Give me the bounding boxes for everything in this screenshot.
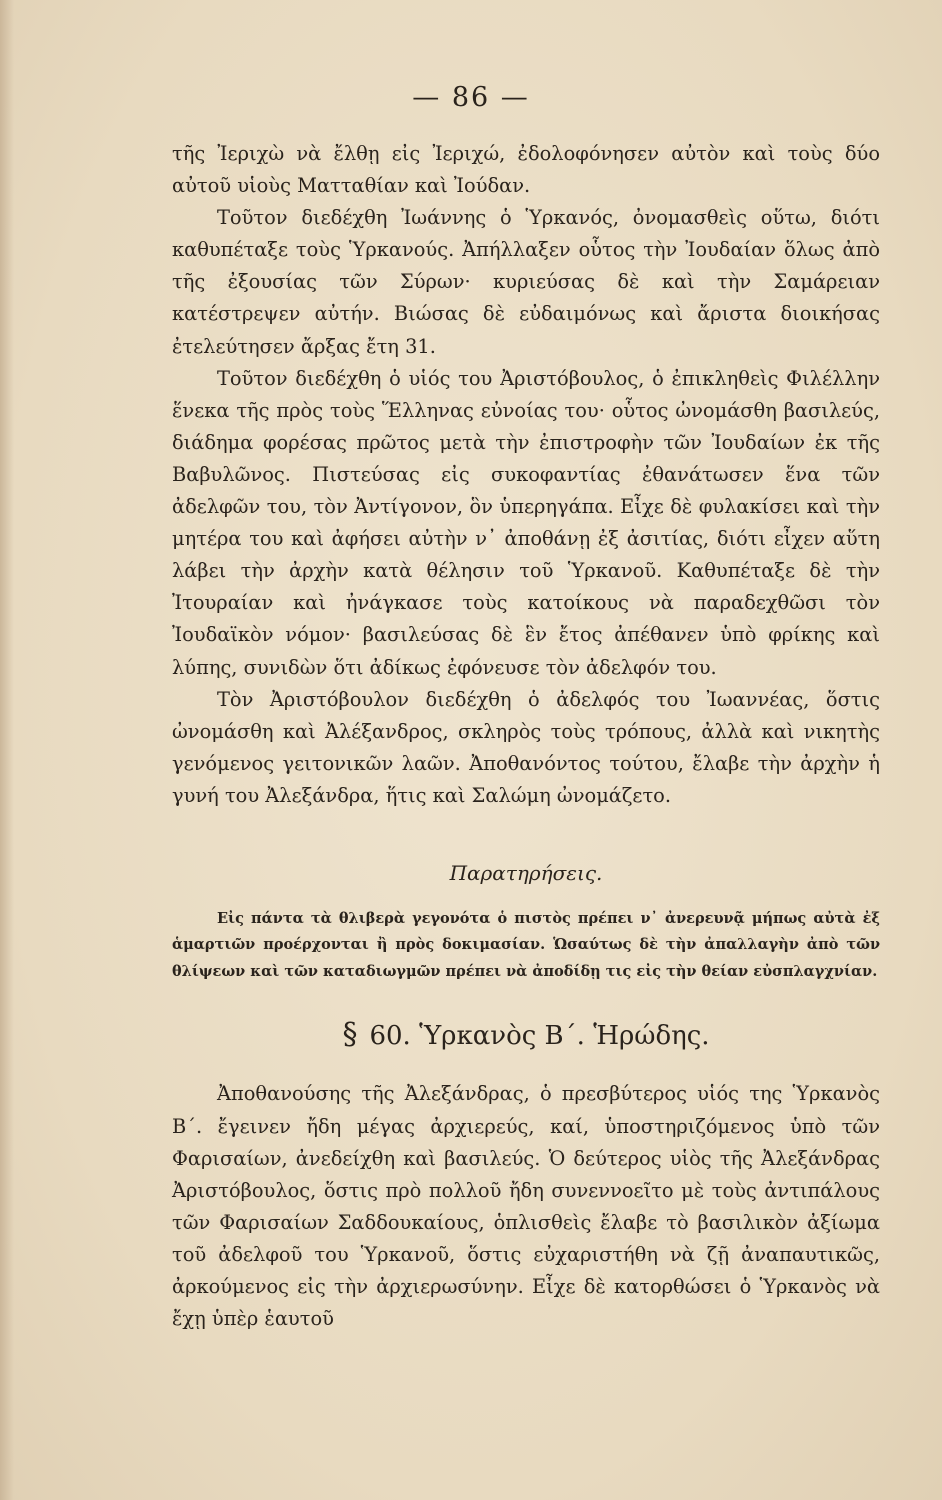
paragraph-1: τῆς Ἰεριχὼ νὰ ἔλθῃ εἰς Ἰεριχώ, ἐδολοφόνησεν αὐτὸν καὶ τοὺς δύο αὐτοῦ υἱοὺς Ματταθίαν καὶ Ἰούδαν. (172, 142, 880, 198)
remarks-heading: Παρατηρήσεις. (449, 860, 603, 885)
paragraph-2: Τοῦτον διεδέχθη Ἰωάννης ὁ Ὑρκανός, ὀνομασθεὶς οὕτω, διότι καθυπέταξε τοὺς Ὑρκανούς. Ἀπήλλαξεν οὗτος τὴν Ἰουδαίαν ὅλως ἀπὸ τῆς ἐξουσίας τῶν Σύρων· κυριεύσας δὲ καὶ τὴν Σαμάρειαν κατέστρεψεν αὐτήν. Βιώσας δὲ εὐδαιμόνως καὶ ἄριστα διοικήσας ἐτελεύτησεν ἄρξας ἔτη 31. (172, 206, 880, 358)
remarks-text: Εἰς πάντα τὰ θλιβερὰ γεγονότα ὁ πιστὸς πρέπει ν᾽ ἀνερευνᾷ μήπως αὐτὰ ἐξ ἁμαρτιῶν προέρχονται ἢ πρὸς δοκιμασίαν. Ὡσαύτως δὲ τὴν ἀπαλλαγὴν ἀπὸ τῶν θλίψεων καὶ τῶν καταδιωγμῶν πρέπει νὰ ἀποδίδῃ τις εἰς τὴν θείαν εὐσπλαγχνίαν. (172, 909, 880, 980)
page-number: — 86 — (412, 82, 530, 113)
section-title: 60. Ὑρκανὸς Β΄. Ἡρώδης. (369, 1021, 710, 1052)
page-spine-shadow (0, 0, 14, 1500)
paragraph-3: Τοῦτον διεδέχθη ὁ υἱός του Ἀριστόβουλος, ὁ ἐπικληθεὶς Φιλέλλην ἕνεκα τῆς πρὸς τοὺς Ἕλληνας εὐνοίας του· οὗτος ὠνομάσθη βασιλεύς, διάδημα φορέσας πρῶτος μετὰ τὴν ἐπιστροφὴν τῶν Ἰουδαίων ἐκ τῆς Βαβυλῶνος. Πιστεύσας εἰς συκοφαντίας ἐθανάτωσεν ἕνα τῶν ἀδελφῶν του, τὸν Ἀντίγονον, ὃν ὑπερηγάπα. Εἶχε δὲ φυλακίσει καὶ τὴν μητέρα του καὶ ἀφήσει αὐτὴν ν᾽ ἀποθάνῃ ἐξ ἀσιτίας, διότι εἶχεν αὕτη λάβει τὴν ἀρχὴν κατὰ θέλησιν τοῦ Ὑρκανοῦ. Καθυπέταξε δὲ τὴν Ἰτουραίαν καὶ ἠνάγκασε τοὺς κατοίκους νὰ παραδεχθῶσι τὸν Ἰουδαϊκὸν νόμον· βασιλεύσας δὲ ἓν ἔτος ἀπέθανεν ὑπὸ φρίκης καὶ λύπης, συνιδὼν ὅτι ἀδίκως ἐφόνευσε τὸν ἀδελφόν του. (172, 366, 880, 679)
paragraph-5: Ἀποθανούσης τῆς Ἀλεξάνδρας, ὁ πρεσβύτερος υἱός της Ὑρκανὸς Β΄. ἔγεινεν ἤδη μέγας ἀρχιερεύς, καί, ὑποστηριζόμενος ὑπὸ τῶν Φαρισαίων, ἀνεδείχθη καὶ βασιλεύς. Ὁ δεύτερος υἱὸς τῆς Ἀλεξάνδρας Ἀριστόβουλος, ὅστις πρὸ πολλοῦ ἤδη συνεννοεῖτο μὲ τοὺς ἀντιπάλους τῶν Φαρισαίων Σαδδουκαίους, ὁπλισθεὶς ἔλαβε τὸ βασιλικὸν ἀξίωμα τοῦ ἀδελφοῦ του Ὑρκανοῦ, ὅστις εὐχαριστήθη νὰ ζῇ ἀναπαυτικῶς, ἀρκούμενος εἰς τὴν ἀρχιερωσύνην. Εἶχε δὲ κατορθώσει ὁ Ὑρκανὸς νὰ ἔχῃ ὑπὲρ ἑαυτοῦ (172, 1082, 880, 1331)
section-symbol: § (342, 1017, 358, 1053)
section-heading (172, 1015, 880, 1056)
text-block (172, 138, 880, 1335)
paragraph-4: Τὸν Ἀριστόβουλον διεδέχθη ὁ ἀδελφός του Ἰωαννέας, ὅστις ὠνομάσθη καὶ Ἀλέξανδρος, σκληρὸς τοὺς τρόπους, ἀλλὰ καὶ νικητὴς γενόμενος γειτονικῶν λαῶν. Ἀποθανόντος τούτου, ἔλαβε τὴν ἀρχὴν ἡ γυνή του Ἀλεξάνδρα, ἥτις καὶ Σαλώμη ὠνομάζετο. (172, 687, 880, 807)
